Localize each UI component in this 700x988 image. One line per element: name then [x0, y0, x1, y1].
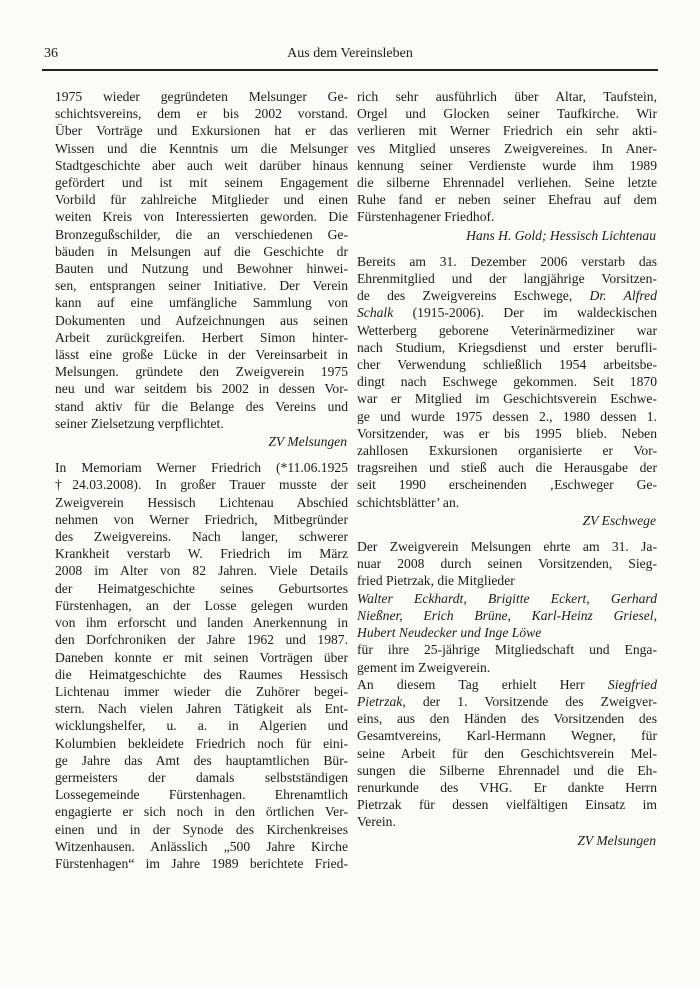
text-run: 1975 wieder gegründeten Melsunger Ge- — [55, 89, 348, 104]
text-line — [55, 260, 348, 277]
text-run: de des Zweigvereins Eschwege, — [357, 288, 590, 304]
text-run: wicklungshelfer, u. a. in Algerien und — [55, 718, 348, 734]
text-run: bäuden in Melsungen auf die Geschichte dr — [55, 243, 348, 259]
text-run: stern. Nach vielen Jahren Tätigkeit als Ent- — [55, 701, 348, 717]
text-run: Witzenhausen. Anlässlich „500 Jahre Kirche — [55, 838, 348, 854]
text-run: kann auf eine umfängliche Sammlung von — [55, 295, 348, 311]
text-run: Über Vorträge und Exkursionen hat er das — [55, 123, 348, 139]
left-column — [55, 88, 348, 872]
text-line — [357, 813, 657, 830]
text-line — [357, 459, 657, 476]
text-line — [55, 838, 348, 855]
text-columns — [55, 88, 657, 872]
text-line — [55, 329, 348, 346]
text-run: sungen die Silberne Ehrennadel und die Eh- — [357, 762, 657, 778]
text-line — [357, 270, 657, 287]
text-run: für ihre 25-jährige Mitgliedschaft und Enga- — [357, 642, 657, 658]
text-line — [357, 476, 657, 493]
text-line — [55, 312, 348, 329]
text-line — [55, 277, 348, 294]
text-run: rich sehr ausführlich über Altar, Taufstein, — [357, 89, 657, 104]
text-line — [55, 735, 348, 752]
text-run: †24.03.2008). In großer Trauer musste der — [55, 477, 348, 493]
text-line — [55, 631, 348, 648]
text-run: Fürstenhagen, an der Losse gelegen wurden — [55, 597, 348, 613]
text-line — [357, 693, 657, 710]
text-line — [357, 641, 657, 658]
text-run: (1915-2006). Der im waldeckischen — [393, 305, 657, 321]
text-run: Lichtenau immer wieder die Zuhörer begei- — [55, 683, 348, 699]
text-line — [357, 390, 657, 407]
text-line — [357, 624, 657, 641]
text-line — [55, 157, 348, 174]
text-line — [357, 157, 657, 174]
signature-line: ZV Melsungen — [577, 832, 656, 848]
text-run: Krankheit verstarb W. Friedrich im März — [55, 546, 348, 562]
text-run: verlieren mit Werner Friedrich ein sehr akti- — [357, 123, 657, 139]
text-line — [55, 174, 348, 191]
text-line — [357, 208, 657, 225]
italic-text: Hubert Neudecker und Inge Löwe — [357, 625, 542, 641]
text-run: Vorbild für zahlreiche Mitglieder und einen — [55, 192, 348, 208]
text-line — [55, 494, 348, 511]
text-line — [357, 659, 657, 676]
text-run: renurkunde des VHG. Er dankte Herrn — [357, 779, 657, 795]
paragraph — [357, 538, 657, 830]
text-run: nach Studium, Kriegsdienst und erster berufli- — [357, 339, 657, 355]
text-run: Gesamtvereins, Karl-Hermann Wegner, für — [357, 728, 657, 744]
text-line — [357, 408, 657, 425]
text-run: germeisters der damals selbstständigen — [55, 769, 348, 785]
page-title: Aus dem Vereinsleben — [287, 46, 413, 61]
text-line — [55, 683, 348, 700]
text-line — [357, 590, 657, 607]
text-line — [55, 398, 348, 415]
text-run: Dokumenten und Aufzeichnungen aus seinen — [55, 312, 348, 328]
text-run: Der Zweigverein Melsungen ehrte am 31. Ja- — [357, 539, 657, 555]
text-run: An diesem Tag erhielt Herr — [357, 676, 608, 692]
text-run: seine Arbeit für den Geschichtsverein Mel- — [357, 745, 657, 761]
text-line — [55, 191, 348, 208]
text-run: die Heimatgeschichte des Raumes Hessisch — [55, 666, 348, 682]
paragraph — [357, 88, 657, 226]
text-run: , der 1. Vorsitzende des Zweigver- — [402, 693, 657, 709]
text-line — [55, 105, 348, 122]
text-line — [55, 666, 348, 683]
text-run: dingt nach Eschwege gekommen. Seit 1870 — [357, 374, 657, 390]
text-line — [55, 786, 348, 803]
text-run: In Memoriam Werner Friedrich (*11.06.1925 — [55, 460, 348, 476]
text-line — [357, 727, 657, 744]
text-line — [55, 122, 348, 139]
text-line — [55, 380, 348, 397]
text-line — [55, 511, 348, 528]
text-run: Zweigverein Hessisch Lichtenau Abschied — [55, 494, 348, 510]
text-line — [357, 356, 657, 373]
text-run: gefördert und ist mit seinem Engagement — [55, 175, 348, 191]
text-run: zahllosen Exkursionen organisierte er Vor- — [357, 443, 657, 459]
text-line — [357, 494, 657, 511]
text-line — [55, 597, 348, 614]
text-run: Ruhe fand er neben seiner Ehefrau auf dem — [357, 192, 657, 208]
text-run: des Zweigvereins. Nach langer, schwerer — [55, 529, 348, 545]
text-line — [55, 363, 348, 380]
text-run: weiten Kreis von Interessierten geworden. Die — [55, 209, 348, 225]
text-run: Fürstenhagener Friedhof. — [357, 209, 495, 225]
text-run: war er Mitglied im Geschichtsverein Eschwe- — [357, 391, 657, 407]
text-run: Bronzegußschilder, die an verschiedenen Ge- — [55, 226, 348, 242]
text-line — [357, 253, 657, 270]
text-run: neu und war seitdem bis 2002 in dessen Vor- — [55, 381, 348, 397]
text-run: kennung seiner Verdienste wurde ihm 1989 — [357, 157, 657, 173]
text-run: 2008 im Alter von 82 Jahren. Viele Details — [55, 563, 348, 579]
text-run: ves Mitglied unseres Zweigvereines. In Aner- — [357, 140, 657, 156]
text-line — [357, 762, 657, 779]
text-run: Daneben konnte er mit seinen Vorträgen über — [55, 649, 348, 665]
text-line — [55, 821, 348, 838]
text-line — [357, 122, 657, 139]
text-run: tragsreihen und stieß auch die Herausgabe der — [357, 460, 657, 476]
text-run: Stadtgeschichte aber auch weit darüber hinaus — [55, 157, 348, 173]
text-run: einen und in der Synode des Kirchenkreises — [55, 821, 348, 837]
text-line — [357, 287, 657, 304]
text-run: Wissen und die Kenntnis um die Melsunger — [55, 140, 348, 156]
italic-text: Pietrzak — [357, 693, 403, 709]
text-line — [357, 745, 657, 762]
text-line — [55, 226, 348, 243]
text-run: nehmen von Werner Friedrich, Mitbegründer — [55, 511, 348, 527]
italic-text: Siegfried — [607, 676, 657, 692]
text-line — [357, 538, 657, 555]
text-line — [55, 346, 348, 363]
text-run: ge Jahre das Amt des hauptamtlichen Bür- — [55, 752, 348, 768]
text-run: Kolumbien bekleidete Friedrich noch für eini- — [55, 735, 348, 751]
text-line — [357, 140, 657, 157]
italic-text: Schalk — [357, 305, 394, 321]
text-run: seit 1990 erscheinenden ‚Eschweger Ge- — [357, 477, 657, 493]
text-line — [55, 717, 348, 734]
text-line — [357, 304, 657, 321]
text-line — [55, 700, 348, 717]
italic-text: Dr. Alfred — [589, 288, 658, 304]
text-line — [55, 415, 348, 432]
text-run: cher Verwendung schließlich 1954 arbeitsbe- — [357, 357, 657, 373]
right-column — [357, 88, 657, 858]
text-line — [55, 140, 348, 157]
text-run: gement im Zweigverein. — [357, 659, 491, 675]
text-line — [55, 208, 348, 225]
text-line — [55, 580, 348, 597]
text-line — [357, 555, 657, 572]
text-run: Orgel und Glocken seiner Taufkirche. Wir — [357, 106, 657, 122]
text-run: Fürstenhagen“ im Jahre 1989 berichtete Fried- — [55, 855, 348, 871]
text-run: schichtsblätter’ an. — [357, 494, 460, 510]
text-line — [55, 88, 348, 105]
text-line — [55, 243, 348, 260]
text-run: den Dorfchroniken der Jahre 1962 und 1987. — [55, 632, 348, 648]
paragraph — [55, 459, 348, 872]
text-run: Ehrenmitglied und der langjährige Vorsitzen- — [357, 271, 657, 287]
text-line — [357, 425, 657, 442]
text-line — [357, 191, 657, 208]
text-line — [357, 796, 657, 813]
text-line — [55, 803, 348, 820]
text-line — [357, 174, 657, 191]
text-line — [55, 476, 348, 493]
text-line — [357, 105, 657, 122]
text-line — [55, 562, 348, 579]
text-run: Bauten und Nutzung und Bewohner hinwei- — [55, 261, 348, 277]
text-line — [357, 322, 657, 339]
text-run: engagierte er sich noch in den örtlichen Ver- — [55, 804, 348, 820]
text-run: fried Pietrzak, die Mitglieder — [357, 573, 515, 589]
text-run: nuar 2008 durch seinen Vorsitzenden, Sieg- — [357, 556, 657, 572]
text-run: seiner Zielsetzung verpflichtet. — [55, 415, 224, 431]
text-run: von ihm erforscht und landen Anerkennung in — [55, 615, 348, 631]
page-number: 36 — [44, 46, 58, 61]
text-line — [357, 373, 657, 390]
text-run: ge und wurde 1975 dessen 2., 1980 dessen 1. — [357, 408, 657, 424]
text-line — [55, 294, 348, 311]
text-line — [357, 607, 657, 624]
text-run: eins, aus den Händen des Vorsitzenden des — [357, 711, 657, 727]
text-run: lässt eine große Lücke in der Vereinsarbeit in — [55, 347, 348, 363]
text-line — [357, 88, 657, 105]
text-run: der Heimatgeschichte seines Geburtsortes — [55, 580, 348, 596]
text-run: stand aktiv für die Belange des Vereins und — [55, 398, 348, 414]
text-line — [55, 855, 348, 872]
text-line — [55, 752, 348, 769]
italic-text: Nießner, Erich Brüne, Karl-Heinz Griesel, — [357, 607, 657, 623]
text-line — [55, 528, 348, 545]
text-line — [55, 614, 348, 631]
paragraph — [55, 88, 348, 432]
text-run: Vorsitzender, was er bis 1995 blieb. Neben — [357, 425, 657, 441]
text-line — [55, 459, 348, 476]
text-line — [357, 779, 657, 796]
text-run: Wetterberg geborene Veterinärmediziner war — [357, 322, 657, 338]
page-header — [42, 46, 658, 71]
text-line — [357, 676, 657, 693]
paragraph — [357, 253, 657, 511]
signature-line: ZV Melsungen — [268, 434, 347, 450]
text-line — [55, 649, 348, 666]
text-run: Verein. — [357, 814, 396, 830]
text-run: sen, entsprangen seiner Initiative. Der Verein — [55, 278, 348, 294]
text-line — [357, 572, 657, 589]
text-run: Pietrzak für dessen vielfältigen Einsatz im — [357, 797, 657, 813]
text-run: schichtsvereins, dem er bis 2002 vorstand. — [55, 106, 348, 122]
text-line — [55, 545, 348, 562]
text-run: Arbeit zurückgreifen. Herbert Simon hinter- — [55, 329, 348, 345]
text-line — [357, 710, 657, 727]
italic-text: Walter Eckhardt, Brigitte Eckert, Gerhard — [357, 590, 657, 606]
text-run: die silberne Ehrennadel verliehen. Seine letzte — [357, 175, 657, 191]
text-line — [357, 339, 657, 356]
text-run: Melsungen. gründete den Zweigverein 1975 — [55, 364, 348, 380]
text-line — [55, 769, 348, 786]
text-run: Bereits am 31. Dezember 2006 verstarb das — [357, 253, 657, 269]
text-run: Lossegemeinde Fürstenhagen. Ehrenamtlich — [55, 787, 348, 803]
text-line — [357, 442, 657, 459]
signature-line: ZV Eschwege — [582, 512, 656, 528]
signature-line: Hans H. Gold; Hessisch Lichtenau — [466, 227, 656, 243]
